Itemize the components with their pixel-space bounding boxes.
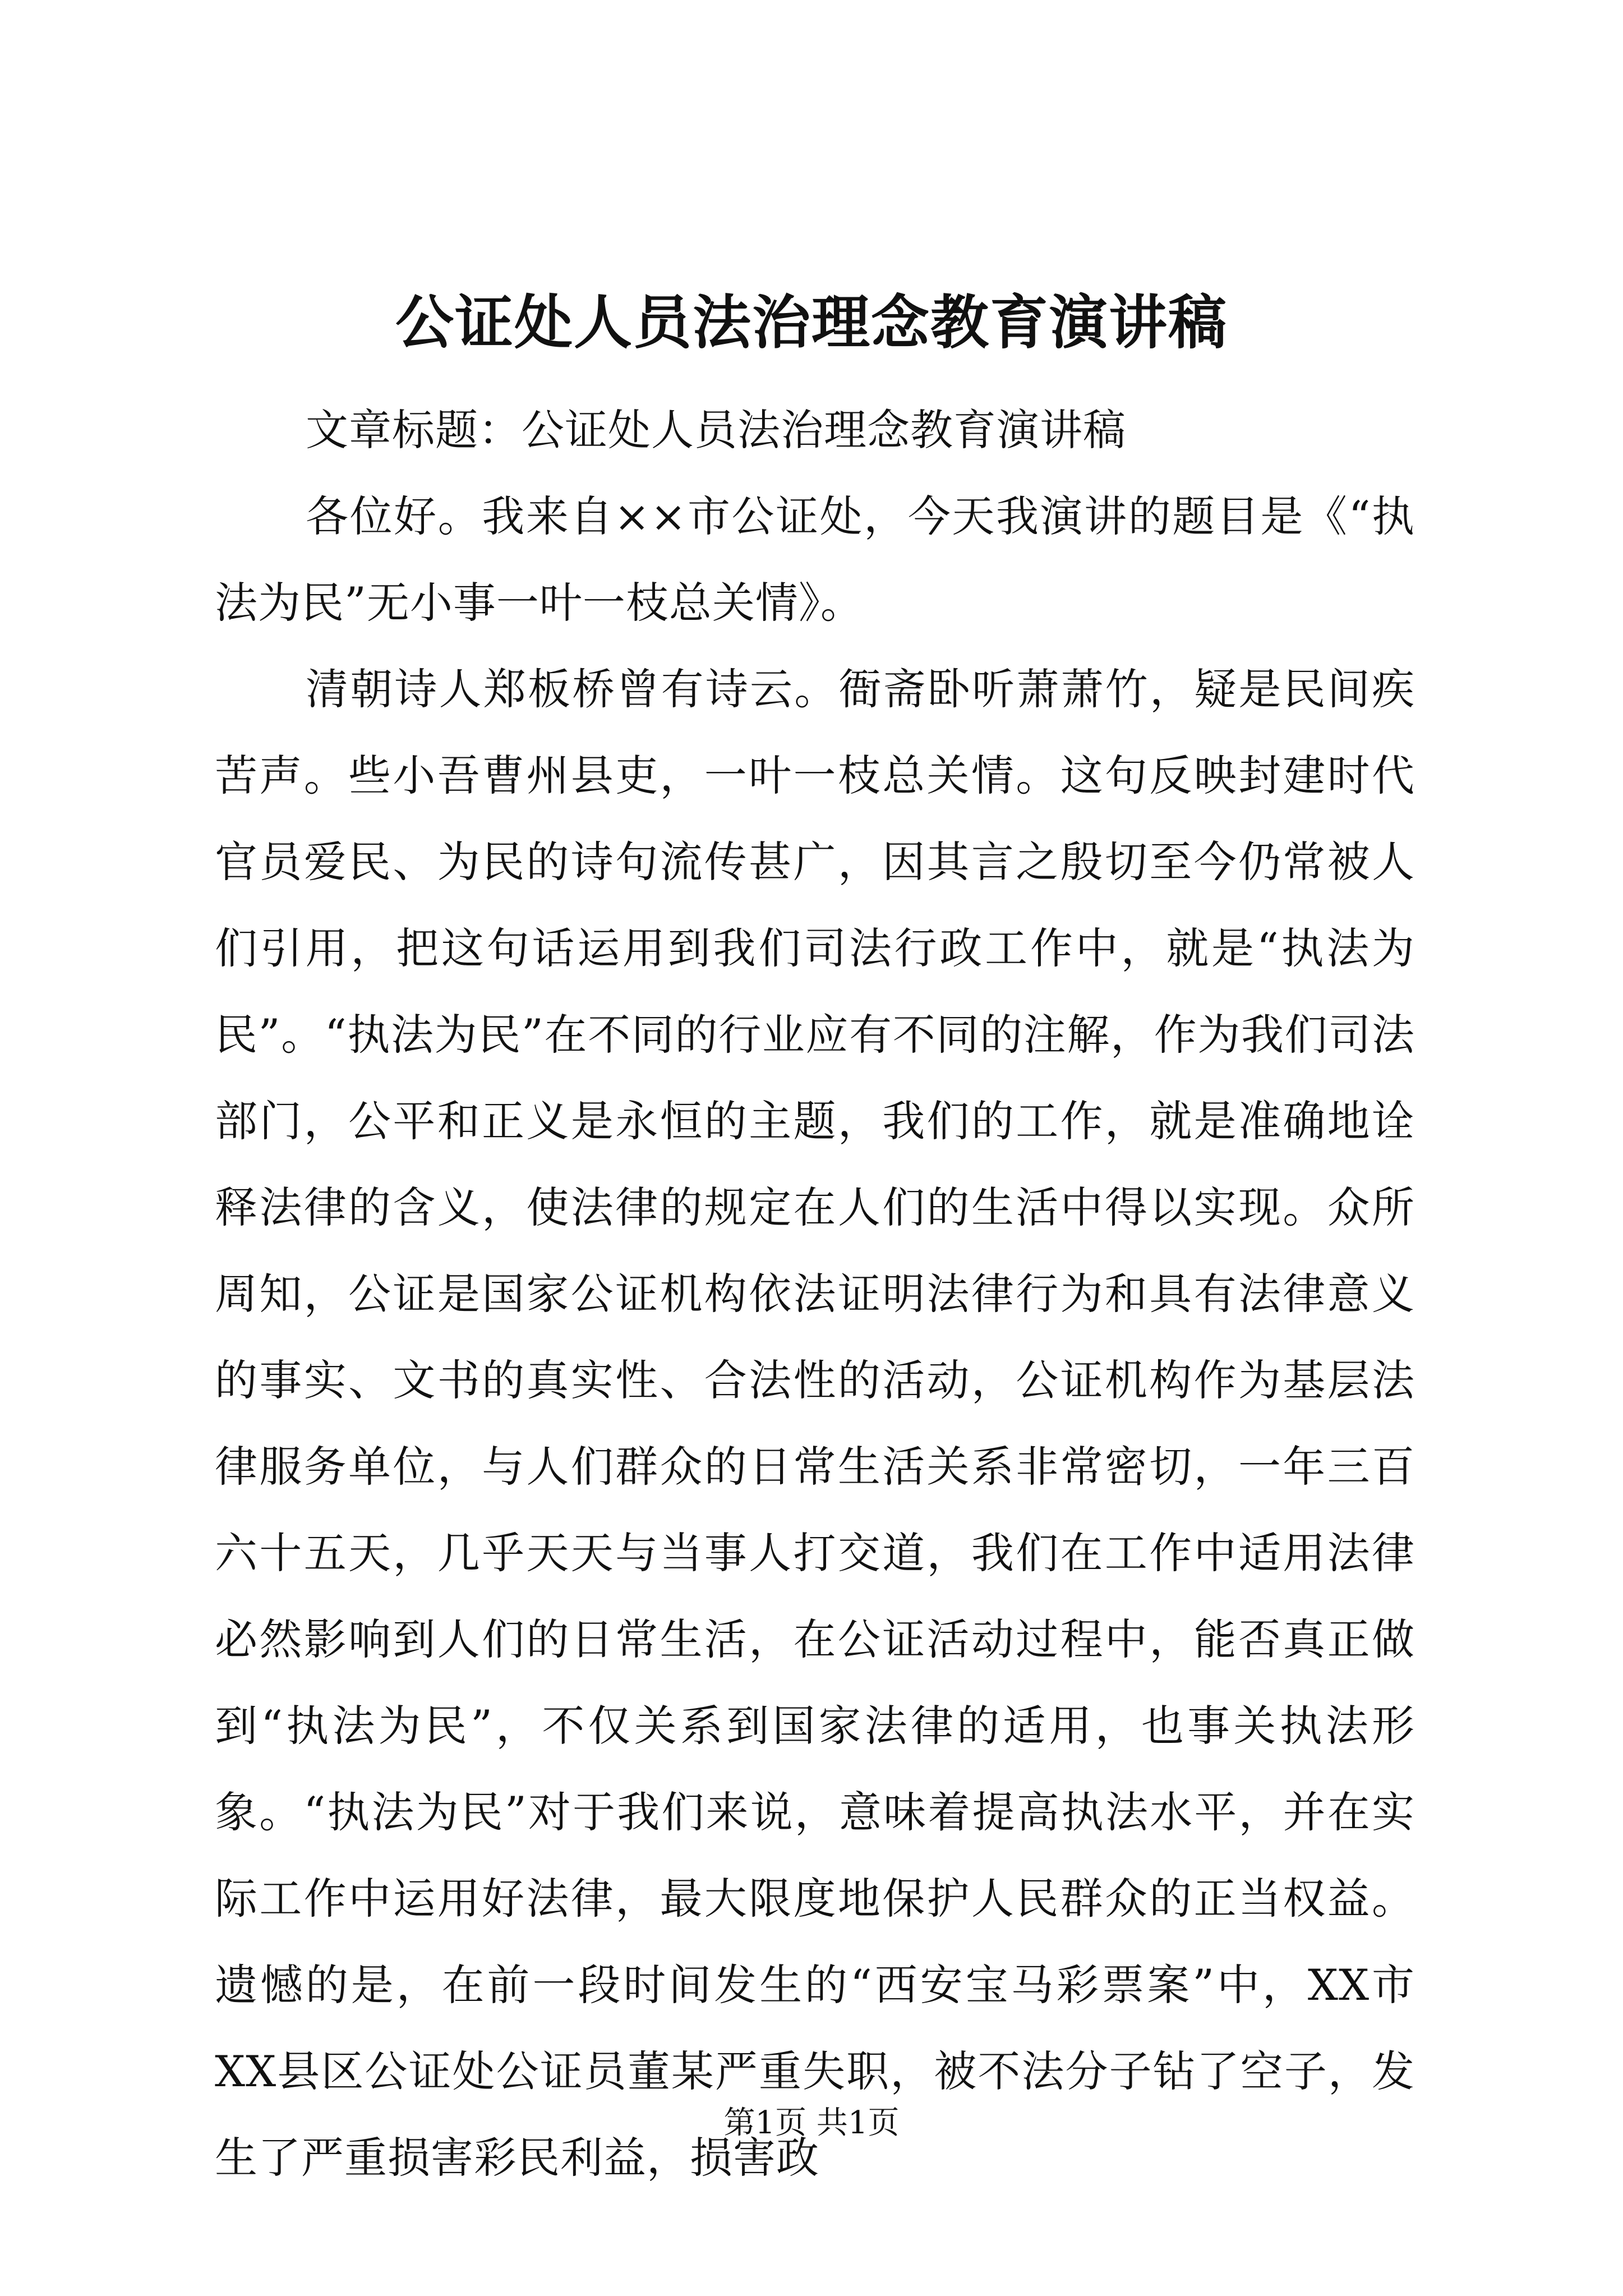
paragraph-greeting: 各位好。我来自××市公证处，今天我演讲的题目是《“执法为民”无小事一叶一枝总关情》。 — [215, 491, 1415, 628]
document-body — [215, 387, 1415, 2201]
paragraph-main: 清朝诗人郑板桥曾有诗云。衙斋卧听萧萧竹，疑是民间疾苦声。些小吾曹州县吏，一叶一枝总关情。这句反映封建时代官员爱民、为民的诗句流传甚广，因其言之殷切至今仍常被人们引用，把这句话运用到我们司法行政工作中，就是“执法为民”。“执法为民”在不同的行业应有不同的注解，作为我们司法部门，公平和正义是永恒的主题，我们的工作，就是准确地诠释法律的含义，使法律的规定在人们的生活中得以实现。众所周知，公证是国家公证机构依法证明法律行为和具有法律意义的事实、文书的真实性、合法性的活动，公证机构作为基层法律服务单位，与人们群众的日常生活关系非常密切，一年三百六十五天，几乎天天与当事人打交道，我们在工作中适用法律必然影响到人们的日常生活，在公证活动过程中，能否真正做到“执法为民”，不仅关系到国家法律的适用，也事关执法形象。“执法为民”对于我们来说，意味着提高执法水平，并在实际工作中运用好法律，最大限度地保护人民群众的正当权益。遗憾的是，在前一段时间发生的“西安宝马彩票案”中，XX市XX县区公证处公证员董某严重失职，被不法分子钻了空子，发生了严重损害彩民利益，损害政 — [215, 664, 1415, 2183]
page-footer: 第1页 共1页 — [723, 2105, 900, 2141]
document-title: 公证处人员法治理念教育演讲稿 — [395, 288, 1228, 357]
paragraph-article-title: 文章标题：公证处人员法治理念教育演讲稿 — [306, 405, 1126, 455]
